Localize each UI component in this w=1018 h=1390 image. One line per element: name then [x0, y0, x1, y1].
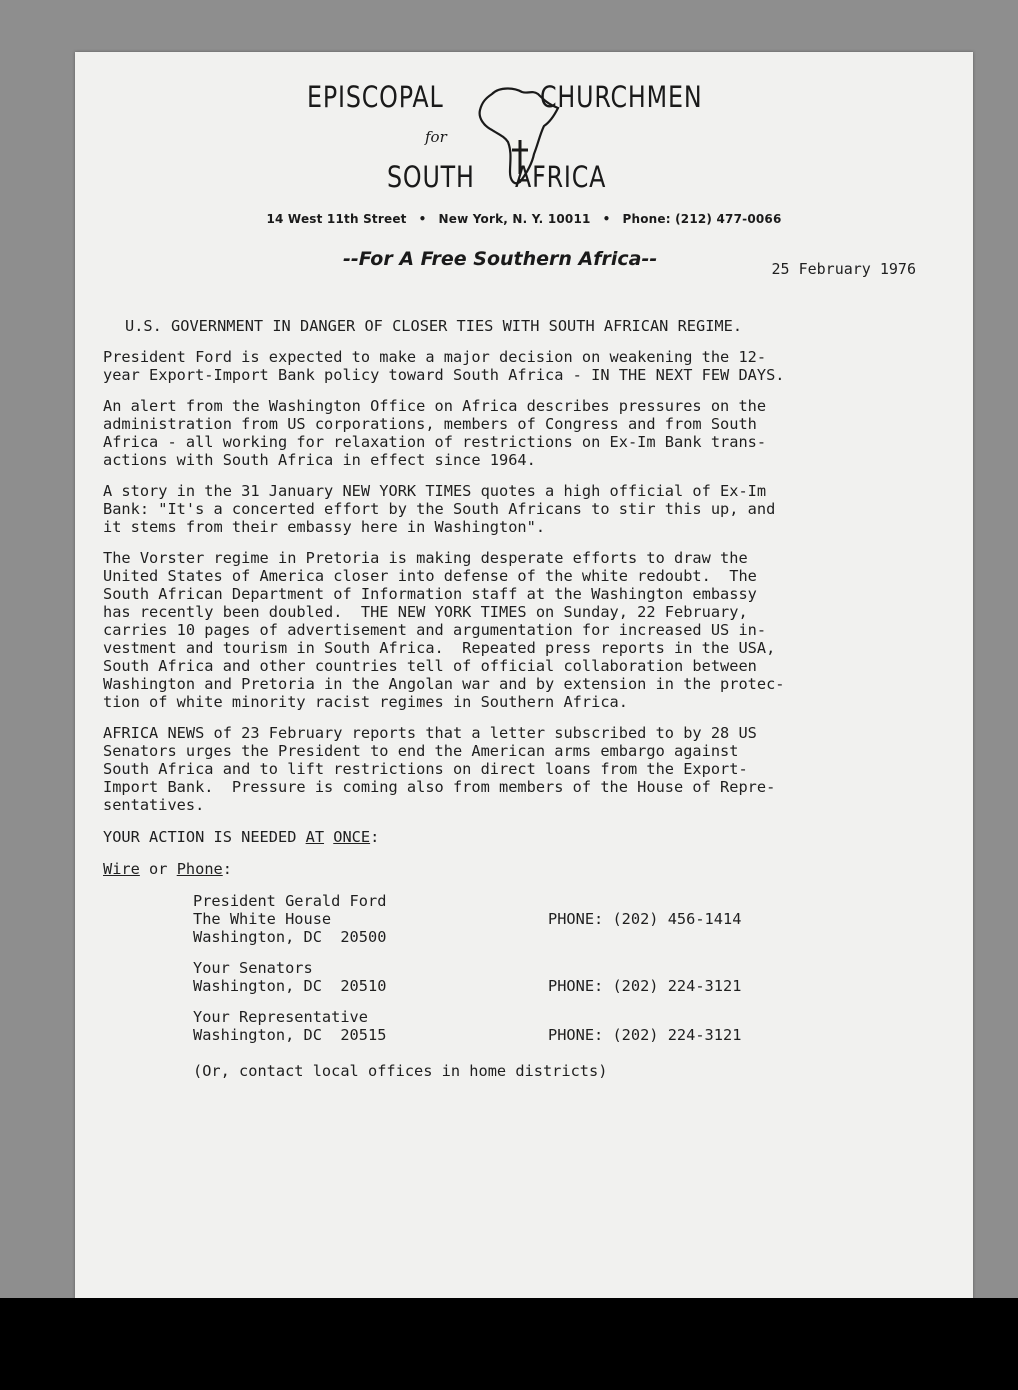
contact-line: Washington, DC 20500	[193, 928, 387, 946]
text-line: Washington and Pretoria in the Angolan war and by extension in the protec-	[103, 675, 785, 693]
contact-president	[193, 892, 943, 946]
action-prefix: YOUR ACTION IS NEEDED	[103, 828, 306, 846]
text-line: President Ford is expected to make a major decision on weakening the 12-	[103, 348, 767, 366]
contact-line-row	[193, 977, 943, 995]
action-colon: :	[370, 828, 380, 846]
org-name-africa: AFRICA	[515, 160, 607, 194]
address-city: New York, N. Y. 10011	[438, 212, 591, 226]
contact-line-row	[193, 1026, 943, 1044]
contact-line: President Gerald Ford	[193, 892, 387, 910]
contact-line: Your Senators	[193, 959, 313, 977]
contact-representative	[193, 1008, 943, 1044]
text-line: South Africa and to lift restrictions on direct loans from the Export-	[103, 760, 748, 778]
text-line: tion of white minority racist regimes in Southern Africa.	[103, 693, 628, 711]
letter-body	[103, 317, 943, 1080]
contact-line: Washington, DC 20515	[193, 1026, 387, 1044]
wire-label: Wire	[103, 860, 140, 878]
contact-line: Your Representative	[193, 1008, 368, 1026]
org-name-churchmen: CHURCHMEN	[540, 80, 703, 114]
text-line: Senators urges the President to end the American arms embargo against	[103, 742, 739, 760]
address-separator: •	[602, 212, 611, 226]
org-name-episcopal: EPISCOPAL	[307, 80, 444, 114]
text-line: actions with South Africa in effect since 1964.	[103, 451, 536, 469]
phone-label: Phone	[176, 860, 223, 878]
paragraph-1	[103, 348, 943, 384]
wire-phone-colon: :	[222, 860, 232, 878]
africa-cross-logo	[470, 82, 570, 202]
wire-or-phone	[103, 860, 943, 878]
address-phone: Phone: (212) 477-0066	[622, 212, 782, 226]
action-at: AT	[305, 828, 325, 846]
text-line: Africa - all working for relaxation of restrictions on Ex-Im Bank trans-	[103, 433, 767, 451]
text-line: An alert from the Washington Office on Africa describes pressures on the	[103, 397, 767, 415]
text-line: South African Department of Information staff at the Washington embassy	[103, 585, 757, 603]
action-once: ONCE	[333, 828, 371, 846]
document-page	[75, 52, 973, 1300]
bottom-band	[0, 1298, 1018, 1390]
text-line: South Africa and other countries tell of official collaboration between	[103, 657, 757, 675]
contact-senators	[193, 959, 943, 995]
text-line: sentatives.	[103, 796, 205, 814]
text-line: AFRICA NEWS of 23 February reports that a letter subscribed to by 28 US	[103, 724, 757, 742]
paragraph-4	[103, 549, 943, 711]
paragraph-2	[103, 397, 943, 469]
contact-line: Washington, DC 20510	[193, 977, 387, 995]
tagline: --For A Free Southern Africa--	[343, 248, 658, 270]
text-line: carries 10 pages of advertisement and argumentation for increased US in-	[103, 621, 767, 639]
text-line: United States of America closer into defense of the white redoubt. The	[103, 567, 757, 585]
text-line: Bank: "It's a concerted effort by the South Africans to stir this up, and	[103, 500, 776, 518]
contact-line: The White House	[193, 910, 332, 928]
or-label: or	[139, 860, 177, 878]
headline: U.S. GOVERNMENT IN DANGER OF CLOSER TIES WITH SOUTH AFRICAN REGIME.	[125, 317, 743, 335]
contact-list	[193, 892, 943, 1044]
letter-date: 25 February 1976	[771, 260, 916, 278]
address-street: 14 West 11th Street	[266, 212, 407, 226]
text-line: The Vorster regime in Pretoria is making desperate efforts to draw the	[103, 549, 748, 567]
contact-phone: PHONE: (202) 224-3121	[548, 1026, 742, 1044]
text-line: year Export-Import Bank policy toward South Africa - IN THE NEXT FEW DAYS.	[103, 366, 785, 384]
org-name-south: SOUTH	[387, 160, 475, 194]
org-name-for: for	[425, 128, 447, 146]
letterhead-address	[75, 212, 973, 226]
text-line: administration from US corporations, members of Congress and from South	[103, 415, 757, 433]
text-line: has recently been doubled. THE NEW YORK TIMES on Sunday, 22 February,	[103, 603, 748, 621]
text-line: it stems from their embassy here in Washington".	[103, 518, 546, 536]
address-separator: •	[418, 212, 427, 226]
text-line: A story in the 31 January NEW YORK TIMES quotes a high official of Ex-Im	[103, 482, 767, 500]
closing-note: (Or, contact local offices in home districts)	[193, 1062, 608, 1080]
text-line: vestment and tourism in South Africa. Repeated press reports in the USA,	[103, 639, 776, 657]
contact-phone: PHONE: (202) 224-3121	[548, 977, 742, 995]
contact-phone: PHONE: (202) 456-1414	[548, 910, 742, 928]
paragraph-3	[103, 482, 943, 536]
paragraph-5	[103, 724, 943, 814]
action-heading	[103, 828, 943, 846]
text-line: Import Bank. Pressure is coming also from members of the House of Repre-	[103, 778, 776, 796]
